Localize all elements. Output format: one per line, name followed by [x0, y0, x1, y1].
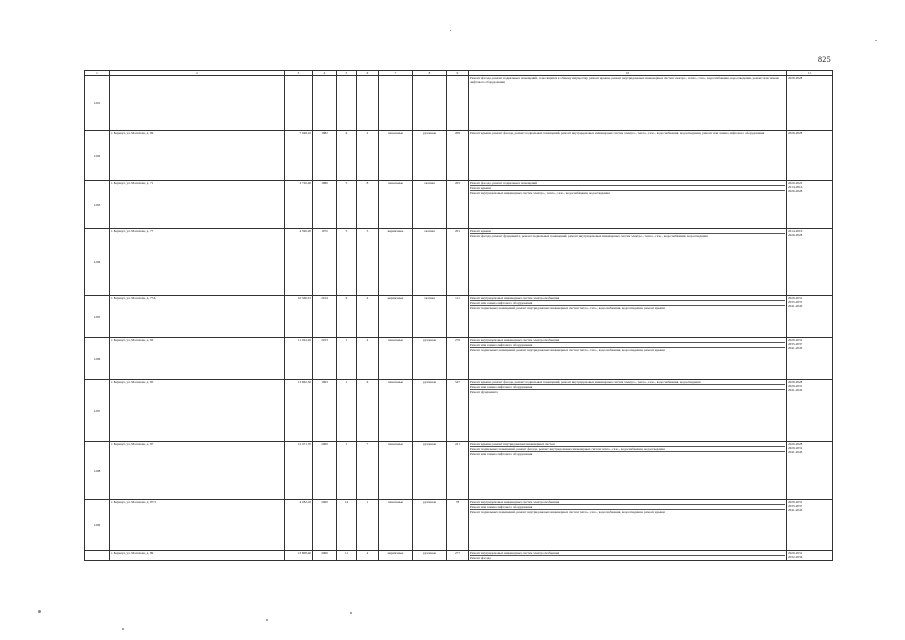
entrances-cell: 7 [357, 442, 379, 500]
work-description: Ремонт или замена лифтового оборудования [470, 505, 785, 510]
row-number-cell: 1296 [85, 338, 110, 380]
apartments-cell: 279 [447, 338, 469, 380]
work-period: 2029-2031 [788, 500, 803, 504]
work-period: 2029-2031 [788, 384, 803, 388]
column-header: 3 [285, 71, 313, 76]
row-number-cell: 1295 [85, 296, 110, 338]
area-cell: 13 862,50 [285, 380, 313, 442]
work-description: Ремонт крыши, ремонт внутридомовых инженерных систем [470, 442, 785, 447]
work-description: Ремонт внутридомовых инженерных систем электроснабжения [470, 500, 785, 505]
year-cell: 1982 [313, 131, 337, 181]
work-period: 2014-2016 [788, 229, 803, 233]
apartments-cell [447, 76, 469, 131]
table-row [85, 131, 833, 181]
work-period: 2029-2031 [788, 551, 803, 555]
row-number-cell: 1291 [85, 76, 110, 131]
period-cell [787, 500, 833, 551]
address-cell: г. Барнаул, ул. Малахова, д. 85 [110, 380, 285, 442]
table-row [85, 76, 833, 131]
roof-type-cell: рулонная [413, 131, 447, 181]
row-number-cell [85, 551, 110, 561]
work-period: 2026-2028 [788, 131, 803, 135]
column-header: 9 [447, 71, 469, 76]
address-cell: г. Барнаул, ул. Малахова, д. 71 [110, 181, 285, 229]
year-cell: 2006 [313, 551, 337, 561]
work-description: Ремонт внутридомовых инженерных систем электроснабжения [470, 296, 785, 301]
work-period: 2035-2037 [788, 504, 803, 508]
floors-cell: 14 [337, 500, 357, 551]
address-cell: г. Барнаул, ул. Малахова, д. 83 [110, 338, 285, 380]
table-row [85, 551, 833, 561]
entrances-cell: 6 [357, 380, 379, 442]
work-period: 2029-2031 [788, 338, 803, 342]
work-description: Ремонт крыши, ремонт фасада, ремонт подвальных помещений, ремонт внутридомовых инженерных систем электро-, тепло-, газо-, водоснабжения, водоотведения [470, 380, 785, 385]
work-description: Ремонт крыши, ремонт фасада, ремонт подвальных помещений, ремонт внутридомовых инженерных систем электро-, тепло-, газо-, водоснабжения, водоотведения, ремонт или замена лифтового оборудования [470, 131, 765, 135]
works-cell [469, 500, 787, 551]
work-description: Ремонт фасада, ремонт фундамента, ремонт подвальных помещений, ремонт внутридомовых инженерных систем электро-, тепло-, газо-, водоснабжения, водоотведения [470, 234, 708, 238]
apartments-cell: 111 [447, 296, 469, 338]
floors-cell: 5 [337, 181, 357, 229]
address-cell: г. Барнаул, ул. Малахова, д. 69 [110, 131, 285, 181]
wall-material-cell: панельные [379, 338, 413, 380]
work-description: Ремонт крыши [470, 229, 785, 234]
floors-cell: 1 [337, 338, 357, 380]
work-description: Ремонт фасада, ремонт подвальных помещений, относящихся к общему имуществу, ремонт крыши, ремонт внутридомовых инженерных систем электро-, тепло-, газо-, водоснабжения, водоотведения, ремонт или замена лифтового оборудования [470, 76, 780, 84]
year-cell: 2013 [313, 338, 337, 380]
works-cell [469, 338, 787, 380]
period-cell [787, 338, 833, 380]
column-header: 1 [85, 71, 110, 76]
wall-material-cell: панельные [379, 380, 413, 442]
wall-material-cell: панельные [379, 131, 413, 181]
apartments-cell: 78 [447, 500, 469, 551]
work-period: 2035-2037 [788, 300, 803, 304]
scan-speck [350, 612, 352, 614]
roof-type-cell: рулонная [413, 380, 447, 442]
area-cell: 13 808,40 [285, 551, 313, 561]
wall-material-cell: панельные [379, 442, 413, 500]
work-period: 2041-2043 [788, 388, 803, 392]
address-cell: г. Барнаул, ул. Малахова, д. 87/3 [110, 500, 285, 551]
work-description: Ремонт фундамента [470, 390, 498, 394]
work-period: 2041-2043 [788, 450, 803, 454]
entrances-cell: 4 [357, 338, 379, 380]
floors-cell [337, 76, 357, 131]
year-cell: 1972 [313, 229, 337, 296]
column-header: 10 [469, 71, 787, 76]
wall-material-cell: панельные [379, 500, 413, 551]
roof-type-cell [413, 76, 447, 131]
work-description: Ремонт внутридомовых инженерных систем электроснабжения [470, 338, 785, 343]
area-cell: 10 560,91 [285, 296, 313, 338]
roof-type-cell: скатная [413, 181, 447, 229]
roof-type-cell: рулонная [413, 338, 447, 380]
work-period: 2029-2031 [788, 446, 803, 450]
floors-cell: 9 [337, 296, 357, 338]
work-period: 2041-2043 [788, 304, 803, 308]
work-description: Ремонт подвальных помещений, ремонт внутридомовых инженерных систем тепло-, газо-, водоснабжения, водоотведения, ремонт крыши [470, 348, 665, 352]
work-description: Ремонт или замена лифтового оборудования [470, 385, 785, 390]
work-description: Ремонт внутридомовых инженерных систем электро-, тепло-, газо-, водоснабжения, водоотведения [470, 191, 610, 195]
year-cell: 1993 [313, 380, 337, 442]
work-period: 2035-2037 [788, 342, 803, 346]
work-description: Ремонт внутридомовых инженерных систем электроснабжения [470, 551, 785, 556]
roof-type-cell: рулонная [413, 500, 447, 551]
floors-cell: 1 [337, 380, 357, 442]
scan-speck [266, 619, 268, 621]
address-cell [110, 76, 285, 131]
period-cell [787, 296, 833, 338]
roof-type-cell: скатная [413, 229, 447, 296]
floors-cell: 1 [337, 442, 357, 500]
works-cell [469, 296, 787, 338]
row-number-cell: 1298 [85, 442, 110, 500]
work-description: Ремонт или замена лифтового оборудования [470, 301, 785, 306]
apartments-cell: 205 [447, 181, 469, 229]
work-period: 2026-2028 [788, 76, 803, 80]
entrances-cell: 4 [357, 551, 379, 561]
roof-type-cell: скатная [413, 296, 447, 338]
wall-material-cell: панельные [379, 181, 413, 229]
entrances-cell: 2 [357, 131, 379, 181]
wall-material-cell: кирпичные [379, 296, 413, 338]
row-number-cell: 1292 [85, 131, 110, 181]
table-row [85, 296, 833, 338]
year-cell: 2000 [313, 442, 337, 500]
entrances-cell: 8 [357, 181, 379, 229]
period-cell [787, 229, 833, 296]
year-cell: 1980 [313, 181, 337, 229]
work-period: 2041-2043 [788, 508, 803, 512]
work-period: 2014-2016 [788, 185, 803, 189]
work-period: 2020-2022 [788, 181, 803, 185]
period-cell [787, 442, 833, 500]
apartments-cell: 201 [447, 229, 469, 296]
work-period: 2026-2028 [788, 233, 803, 237]
year-cell: 2000 [313, 500, 337, 551]
column-header: 2 [110, 71, 285, 76]
works-cell [469, 76, 787, 131]
wall-material-cell: кирпичные [379, 229, 413, 296]
table-row [85, 500, 833, 551]
period-cell [787, 551, 833, 561]
floors-cell: 11 [337, 551, 357, 561]
roof-type-cell: рулонная [413, 442, 447, 500]
work-period: 2041-2043 [788, 346, 803, 350]
work-description: Ремонт крыши [470, 186, 785, 191]
work-description: Ремонт подвальных помещений, ремонт внутридомовых инженерных систем тепло-, газо-, водоснабжения, водоотведения, ремонт крыши [470, 510, 665, 514]
work-period: 2032-2034 [788, 555, 803, 559]
work-description: Ремонт или замена лифтового оборудования [470, 452, 533, 456]
table-row [85, 229, 833, 296]
capital-repair-register-table [84, 70, 833, 561]
work-period: 2026-2028 [788, 189, 803, 193]
apartments-cell: 277 [447, 551, 469, 561]
page-number: 825 [818, 55, 831, 64]
scan-speck [875, 40, 877, 41]
row-number-cell: 1297 [85, 380, 110, 442]
period-cell [787, 181, 833, 229]
row-number-cell: 1293 [85, 181, 110, 229]
column-header: 11 [787, 71, 833, 76]
address-cell: г. Барнаул, ул. Малахова, д. 87 [110, 442, 285, 500]
column-header: 7 [379, 71, 413, 76]
area-cell: 3 720,40 [285, 181, 313, 229]
work-description: Ремонт фасада [470, 556, 491, 560]
entrances-cell: 4 [357, 296, 379, 338]
period-cell [787, 380, 833, 442]
works-cell [469, 442, 787, 500]
roof-type-cell: рулонная [413, 551, 447, 561]
scan-speck [450, 30, 451, 31]
wall-material-cell: кирпичные [379, 551, 413, 561]
address-cell: г. Барнаул, ул. Малахова, д. 77А [110, 296, 285, 338]
works-cell [469, 551, 787, 561]
works-cell [469, 229, 787, 296]
work-description: Ремонт фасада, ремонт подвальных помещений [470, 181, 785, 186]
period-cell [787, 76, 833, 131]
area-cell [285, 76, 313, 131]
area-cell: 4 590,20 [285, 229, 313, 296]
work-description: Ремонт подвальных помещений, ремонт внутридомовых инженерных систем тепло-, газо-, водоснабжения, водоотведения, ремонт крыши [470, 306, 665, 310]
work-period: 2026-2028 [788, 380, 803, 384]
works-cell [469, 380, 787, 442]
area-cell: 12 471,70 [285, 442, 313, 500]
table-row [85, 442, 833, 500]
work-description: Ремонт подвальных помещений, ремонт фасада, ремонт внутридомовых инженерных систем тепло-, газо-, водоснабжения, водоотведения [470, 447, 785, 452]
address-cell: г. Барнаул, ул. Малахова, д. 89 [110, 551, 285, 561]
apartments-cell: 209 [447, 131, 469, 181]
work-period: 2029-2031 [788, 296, 803, 300]
floors-cell: 9 [337, 131, 357, 181]
year-cell: 2014 [313, 296, 337, 338]
entrances-cell [357, 76, 379, 131]
row-number-cell: 1294 [85, 229, 110, 296]
apartments-cell: 221 [447, 442, 469, 500]
wall-material-cell [379, 76, 413, 131]
table-row [85, 338, 833, 380]
column-header: 5 [337, 71, 357, 76]
floors-cell: 5 [337, 229, 357, 296]
apartments-cell: 547 [447, 380, 469, 442]
work-description: Ремонт или замена лифтового оборудования [470, 343, 785, 348]
entrances-cell: 5 [357, 229, 379, 296]
column-header: 4 [313, 71, 337, 76]
area-cell: 7 048,16 [285, 131, 313, 181]
row-number-cell: 1299 [85, 500, 110, 551]
scan-speck [122, 628, 124, 630]
year-cell [313, 76, 337, 131]
address-cell: г. Барнаул, ул. Малахова, д. 77 [110, 229, 285, 296]
works-cell [469, 181, 787, 229]
column-header: 6 [357, 71, 379, 76]
table-row [85, 181, 833, 229]
scan-speck [38, 610, 41, 613]
column-header: 8 [413, 71, 447, 76]
table-row [85, 380, 833, 442]
period-cell [787, 131, 833, 181]
area-cell: 11 022,20 [285, 338, 313, 380]
work-period: 2026-2028 [788, 442, 803, 446]
entrances-cell: 1 [357, 500, 379, 551]
area-cell: 4 282,16 [285, 500, 313, 551]
works-cell [469, 131, 787, 181]
